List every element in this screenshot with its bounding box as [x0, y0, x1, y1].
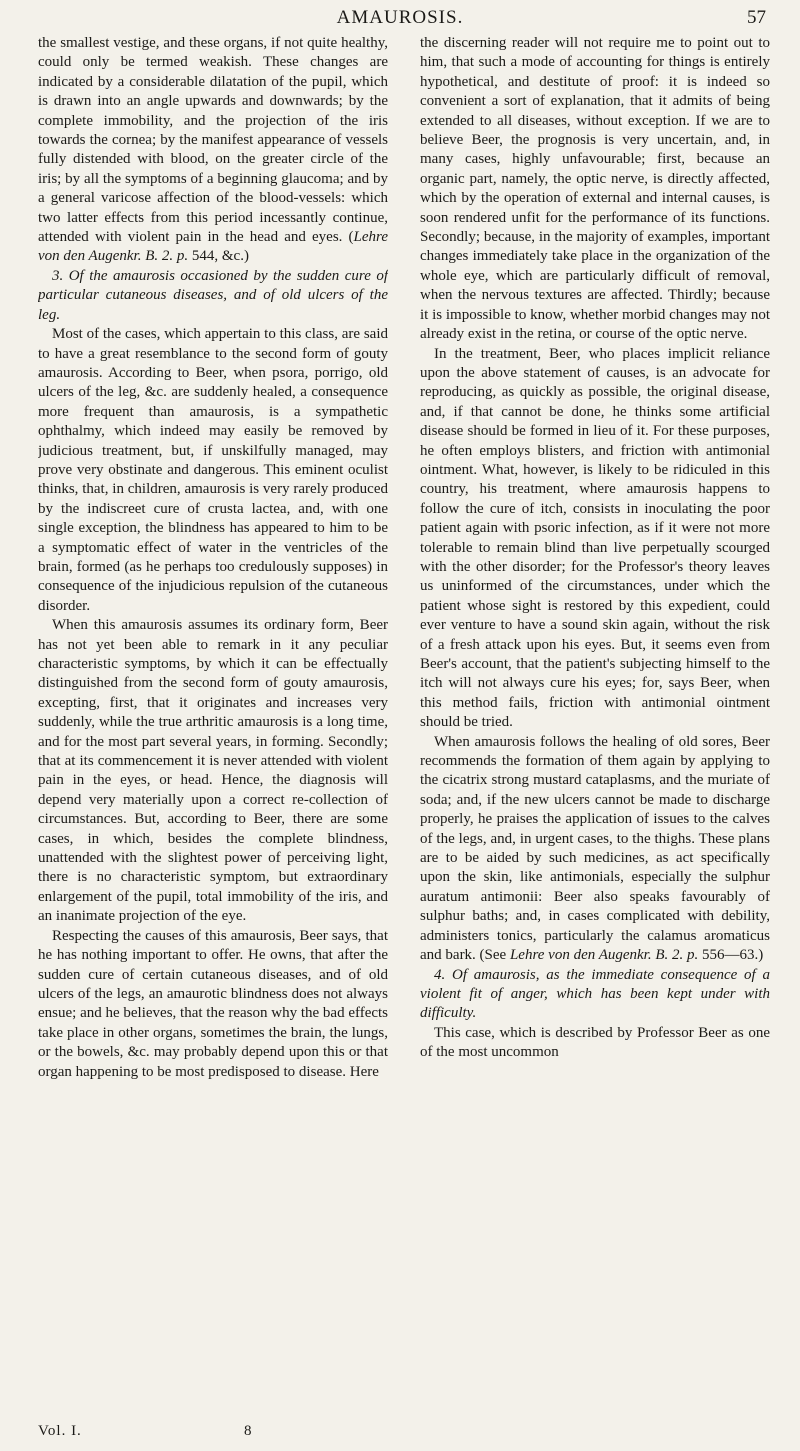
paragraph: the discerning reader will not require me to point out to him, that such a mode of accounting for things is entirely hypothetical, and destitute of proof: it is indeed so convenient a sort of explanation, that it admits of being extended to all diseases, without exception. If we are to believe Beer, the prognosis is very uncertain, and, in many cases, highly unfavourable; first, because an organic part, namely, the optic nerve, is directly affected, which by the operation of external and internal causes, is soon rendered unfit for the performance of its functions. Secondly; because, in the majority of examples, important changes immediately take place in the organization of the whole eye, which are particularly difficult of removal, when the nervous textures are affected. Thirdly; because it is impossible to know, whether morbid changes may not already exist in the retina, or course of the optic nerve. [420, 35, 770, 343]
signature-mark: 8 [244, 1423, 252, 1439]
page-number: 57 [747, 7, 766, 28]
paragraph: Respecting the causes of this amaurosis, Beer says, that he has nothing important to offer. He owns, that after the sudden cure of certain cutaneous diseases, and of old ulcers of the legs, an amaurotic blindness does not always ensue; and he believes, that the reason why the bad effects take place in other organs, sometimes the brain, the lungs, or the bowels, &c. may probably depend upon this or that organ happening to be most predisposed to disease. Here [38, 927, 388, 1080]
paragraph: Most of the cases, which appertain to this class, are said to have a great resemblance to the second form of gouty amaurosis. According to Beer, when psora, porrigo, old ulcers of the leg, &c. are suddenly healed, a consequence more frequent than amaurosis, is a sympathetic ophthalmy, which indeed may easily be removed by judicious treatment, but, if unskilfully managed, may prove very obstinate and dangerous. This eminent oculist thinks, that, in children, amaurosis is very rarely produced by the indiscreet cure of crusta lactea, and, with one single exception, the blindness has appeared to him to be a symptomatic effect of water in the ventricles of the brain, formed (as he perhaps too credulously supposes) in consequence of the injudicious repulsion of the cutaneous disorder. [38, 326, 388, 614]
right-column [420, 34, 770, 1414]
section-heading: 3. Of the amaurosis occasioned by the sudden cure of particular cutaneous diseases, and of old ulcers of the leg. [38, 267, 388, 323]
left-column [38, 34, 388, 1414]
citation: Lehre von den Augenkr. B. 2. p. [509, 947, 699, 964]
paragraph: the smallest vestige, and these organs, if not quite healthy, could only be termed weakish. These changes are indicated by a considerable dilatation of the pupil, which is drawn into an angle upwards and downwards; by the complete immobility, and the projection of the iris towards the cornea; by the manifest appearance of vessels fully distended with blood, on the greater circle of the iris; by all the symptoms of a beginning glaucoma; and by a general varicose affection of the blood-vessels: which two latter effects from this period incessantly continue, attended with violent pain in the head and eyes. (Lehre von den Augenkr. B. 2. p. 544, &c.) [38, 35, 388, 265]
paragraph: In the treatment, Beer, who places implicit reliance upon the above statement of causes, is an advocate for reproducing, as quickly as possible, the original disease, and, if that cannot be done, he thinks some artificial disease should be formed in lieu of it. For these purposes, he often employs blisters, and friction with antimonial ointment. What, however, is likely to be ridiculed in this country, his treatment, where amaurosis happens to follow the cure of itch, consists in inoculating the poor patient again with psoric infection, as if it were not more tolerable to remain blind than live perpetually scourged with the other disorder; for the Professor's theory leaves us uninformed of the circumstances, under which the patient whose sight is restored by this expedient, could ever venture to have a sound skin again, without the risk of a fresh attack upon his eyes. But, it seems even from Beer's account, that the patient's subjecting himself to the itch will not always cure his eyes; for, says Beer, when this method fails, friction with antimonial ointment should be tried. [420, 345, 770, 731]
citation: Lehre von den Augenkr. B. 2. p. [38, 229, 388, 265]
paragraph: This case, which is described by Professor Beer as one of the most uncommon [420, 1024, 770, 1061]
running-title: AMAUROSIS. [336, 7, 464, 28]
paragraph: When this amaurosis assumes its ordinary form, Beer has not yet been able to remark in it any peculiar characteristic symptoms, by which it can be effectually distinguished from the second form of gouty amaurosis, excepting, first, that it originates and increases very suddenly, while the true arthritic amaurosis is a long time, and for the most part several years, in forming. Secondly; that at its commencement it is never attended with violent pain in the eyes, or head. Hence, the diagnosis will depend very materially upon a correct re-collection of circumstances. But, according to Beer, there are some cases, in which, besides the complete blindness, unattended with the slightest power of perceiving light, there is no characteristic symptom, but extraordinary enlargement of the pupil, total immobility of the iris, and an inanimate projection of the eye. [38, 617, 388, 925]
volume-label: Vol. I. [38, 1423, 82, 1439]
section-heading: 4. Of amaurosis, as the immediate consequence of a violent fit of anger, which has been kept under with difficulty. [420, 966, 770, 1022]
page-footer [38, 1423, 388, 1445]
text-columns [38, 34, 770, 1414]
running-head [0, 4, 800, 30]
paragraph: When amaurosis follows the healing of old sores, Beer recommends the formation of them again by applying to the cicatrix strong mustard cataplasms, and the muriate of soda; and, if the new ulcers cannot be made to discharge properly, he praises the application of issues to the calves of the legs, and, in urgent cases, to the thighs. These plans are to be aided by such medicines, as act specifically upon the skin, like antimonials, especially the sulphur auratum antimonii: Beer also speaks favourably of sulphur baths; and, in cases complicated with debility, administers tonics, particularly the calamus aromaticus and bark. (See Lehre von den Augenkr. B. 2. p. 556—63.) [420, 733, 770, 964]
